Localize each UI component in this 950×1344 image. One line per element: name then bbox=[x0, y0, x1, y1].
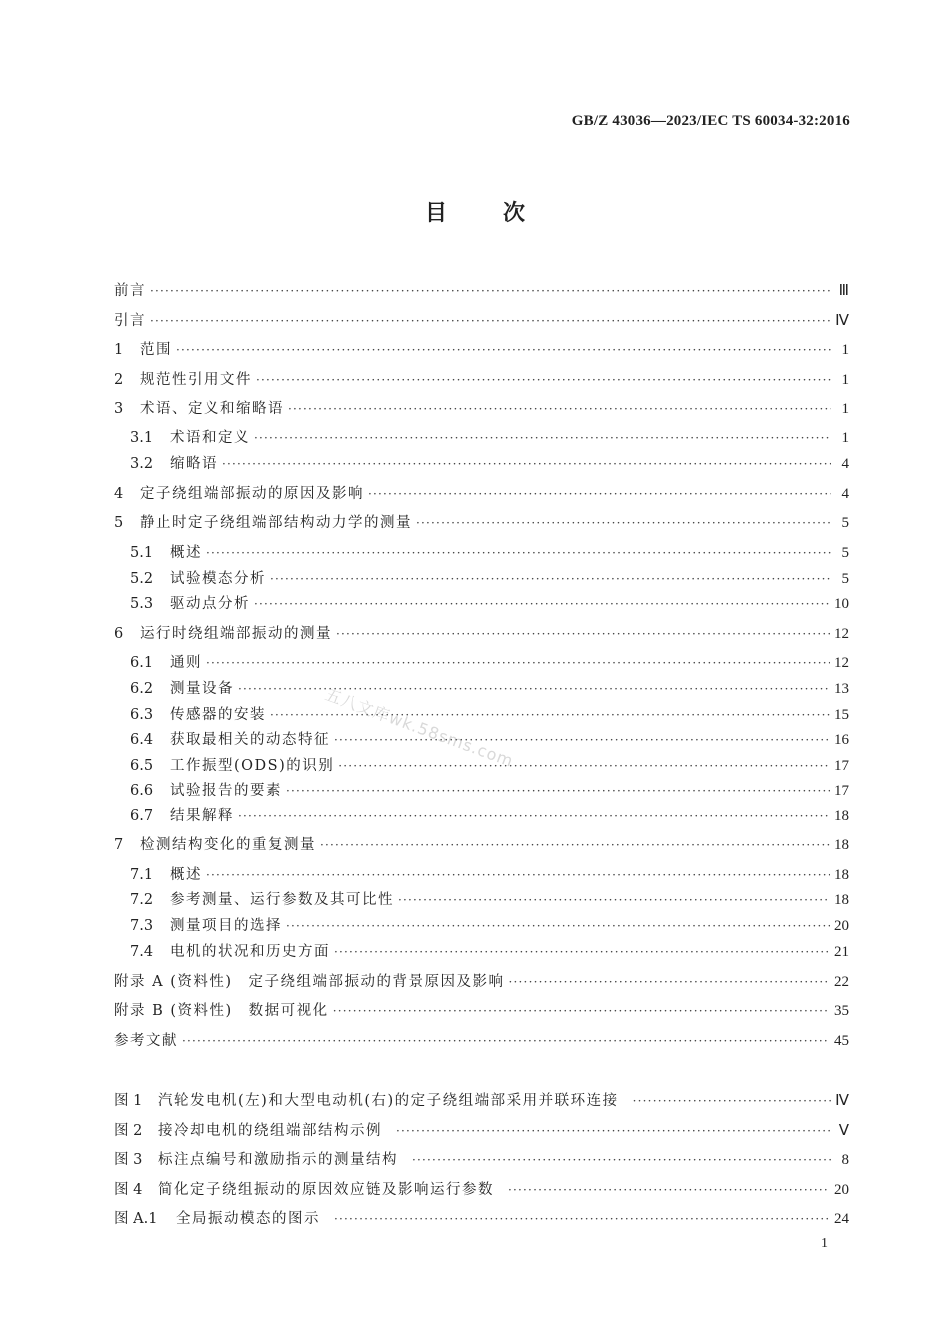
toc-entry-page: 21 bbox=[834, 944, 849, 960]
toc-entry-page: 5 bbox=[841, 571, 849, 587]
toc-entry-number: 3.1 bbox=[130, 430, 154, 446]
toc-entry-title: 缩略语 bbox=[170, 456, 218, 472]
toc-entry-title: 获取最相关的动态特征 bbox=[170, 732, 330, 748]
toc-entry[interactable] bbox=[114, 512, 849, 534]
toc-leader-dots bbox=[398, 889, 830, 911]
toc-entry-number: 6 bbox=[114, 626, 124, 642]
toc-entry-page: 22 bbox=[834, 974, 849, 990]
toc-entry-page: 45 bbox=[834, 1033, 849, 1049]
toc-entry[interactable] bbox=[130, 568, 849, 590]
toc-entry-title: 工作振型(ODS)的识别 bbox=[170, 758, 335, 774]
toc-entry-page: 20 bbox=[834, 918, 849, 934]
toc-entry-page: 18 bbox=[834, 892, 849, 908]
toc-entry-title: 驱动点分析 bbox=[170, 596, 250, 612]
toc-entry-page: 1 bbox=[841, 401, 849, 417]
toc-entry[interactable] bbox=[114, 834, 849, 856]
toc-entry-title: 静止时定子绕组端部结构动力学的测量 bbox=[140, 515, 412, 531]
toc-entry-page: 5 bbox=[841, 545, 849, 561]
toc-entry-page: 4 bbox=[841, 486, 849, 502]
toc-entry-number: 6.3 bbox=[130, 707, 154, 723]
toc-entry-title: 检测结构变化的重复测量 bbox=[140, 837, 316, 853]
toc-leader-dots bbox=[254, 427, 831, 449]
toc-entry-title: 运行时绕组端部振动的测量 bbox=[140, 626, 332, 642]
toc-entry-page: 1 bbox=[841, 430, 849, 446]
figure-leader-dots bbox=[508, 1179, 830, 1201]
toc-entry-page: 12 bbox=[834, 655, 849, 671]
figure-page: 20 bbox=[834, 1182, 849, 1198]
toc-entry-title: 参考文献 bbox=[114, 1033, 178, 1049]
toc-entry-page: 18 bbox=[834, 808, 849, 824]
toc-leader-dots bbox=[182, 1030, 830, 1052]
toc-entry[interactable] bbox=[130, 941, 849, 963]
figure-entry[interactable] bbox=[114, 1090, 849, 1112]
toc-entry-title: 试验模态分析 bbox=[170, 571, 266, 587]
figure-page: Ⅴ bbox=[838, 1123, 849, 1139]
toc-entry[interactable] bbox=[130, 704, 849, 726]
toc-entry-page: 13 bbox=[834, 681, 849, 697]
figure-title: 汽轮发电机(左)和大型电动机(右)的定子绕组端部采用并联环连接 bbox=[158, 1093, 619, 1109]
toc-entry-title: 范围 bbox=[140, 342, 172, 358]
toc-leader-dots bbox=[286, 915, 830, 937]
figure-leader-dots bbox=[334, 1208, 830, 1230]
toc-entry-page: 17 bbox=[834, 783, 849, 799]
figure-leader-dots bbox=[633, 1090, 831, 1112]
toc-leader-dots bbox=[416, 512, 831, 534]
toc-entry[interactable] bbox=[114, 971, 849, 993]
toc-leader-dots bbox=[150, 280, 831, 302]
toc-entry-number: 7.3 bbox=[130, 918, 154, 934]
toc-leader-dots bbox=[368, 483, 831, 505]
toc-leader-dots bbox=[254, 593, 830, 615]
toc-entry-title: 术语和定义 bbox=[170, 430, 250, 446]
toc-entry-title: 前言 bbox=[114, 283, 146, 299]
toc-entry-number: 6.4 bbox=[130, 732, 154, 748]
toc-entry[interactable] bbox=[130, 915, 849, 937]
toc-entry-page: 18 bbox=[834, 837, 849, 853]
toc-entry-number: 5 bbox=[114, 515, 124, 531]
toc-entry-page: 35 bbox=[834, 1003, 849, 1019]
toc-entry-title: 附录 B (资料性) 数据可视化 bbox=[114, 1003, 329, 1019]
toc-entry-title: 引言 bbox=[114, 313, 146, 329]
toc-entry-page: 4 bbox=[841, 456, 849, 472]
figure-label: 图 3 bbox=[114, 1152, 143, 1168]
toc-entry-page: 1 bbox=[841, 372, 849, 388]
toc-entry-page: 10 bbox=[834, 596, 849, 612]
figure-leader-dots bbox=[396, 1120, 831, 1142]
watermark: 五八文库wk.58sms.com bbox=[322, 684, 517, 771]
figure-label: 图 1 bbox=[114, 1093, 143, 1109]
toc-entry[interactable] bbox=[130, 427, 849, 449]
toc-entry-title: 测量项目的选择 bbox=[170, 918, 282, 934]
toc-entry-title: 试验报告的要素 bbox=[170, 783, 282, 799]
toc-leader-dots bbox=[206, 652, 830, 674]
toc-leader-dots bbox=[206, 864, 830, 886]
toc-entry[interactable] bbox=[114, 310, 849, 332]
toc-entry-title: 传感器的安装 bbox=[170, 707, 266, 723]
toc-entry-page: 16 bbox=[834, 732, 849, 748]
figure-page: 24 bbox=[834, 1211, 849, 1227]
figure-title: 全局振动模态的图示 bbox=[176, 1211, 320, 1227]
toc-entry[interactable] bbox=[130, 780, 849, 802]
toc-entry-title: 概述 bbox=[170, 545, 202, 561]
toc-entry[interactable] bbox=[130, 864, 849, 886]
toc-leader-dots bbox=[509, 971, 830, 993]
toc-entry-number: 7.4 bbox=[130, 944, 154, 960]
toc-leader-dots bbox=[338, 755, 830, 777]
toc-leader-dots bbox=[206, 542, 831, 564]
toc-entry[interactable] bbox=[130, 542, 849, 564]
toc-entry-page: 17 bbox=[834, 758, 849, 774]
toc-leader-dots bbox=[270, 568, 831, 590]
toc-entry-number: 6.2 bbox=[130, 681, 154, 697]
figure-entry[interactable] bbox=[114, 1179, 849, 1201]
toc-entry-title: 附录 A (资料性) 定子绕组端部振动的背景原因及影响 bbox=[114, 974, 505, 990]
toc-entry-page: 5 bbox=[841, 515, 849, 531]
toc-entry-number: 5.2 bbox=[130, 571, 154, 587]
toc-leader-dots bbox=[176, 339, 831, 361]
toc-entry-number: 6.7 bbox=[130, 808, 154, 824]
toc-leader-dots bbox=[222, 453, 831, 475]
toc-entry-number: 1 bbox=[114, 342, 124, 358]
toc-entry-page: Ⅳ bbox=[835, 313, 849, 329]
toc-entry-number: 6.5 bbox=[130, 758, 154, 774]
figure-title: 标注点编号和激励指示的测量结构 bbox=[158, 1152, 398, 1168]
toc-entry-number: 5.1 bbox=[130, 545, 154, 561]
toc-entry[interactable] bbox=[130, 453, 849, 475]
toc-entry[interactable] bbox=[130, 678, 849, 700]
toc-leader-dots bbox=[150, 310, 831, 332]
toc-entry-number: 5.3 bbox=[130, 596, 154, 612]
toc-entry-page: 15 bbox=[834, 707, 849, 723]
figure-label: 图 A.1 bbox=[114, 1211, 158, 1227]
toc-leader-dots bbox=[336, 623, 830, 645]
toc-entry[interactable] bbox=[114, 483, 849, 505]
toc-entry[interactable] bbox=[114, 1030, 849, 1052]
toc-entry-title: 参考测量、运行参数及其可比性 bbox=[170, 892, 394, 908]
toc-entry-title: 术语、定义和缩略语 bbox=[140, 401, 284, 417]
toc-entry[interactable] bbox=[130, 805, 849, 827]
toc-entry-title: 定子绕组端部振动的原因及影响 bbox=[140, 486, 364, 502]
toc-entry-page: 18 bbox=[834, 867, 849, 883]
toc-entry-page: Ⅲ bbox=[838, 283, 849, 299]
toc-entry-number: 3.2 bbox=[130, 456, 154, 472]
toc-entry-title: 结果解释 bbox=[170, 808, 234, 824]
figure-entry[interactable] bbox=[114, 1120, 849, 1142]
toc-entry[interactable] bbox=[130, 889, 849, 911]
figure-title: 接冷却电机的绕组端部结构示例 bbox=[158, 1123, 382, 1139]
toc-entry[interactable] bbox=[114, 398, 849, 420]
toc-entry[interactable] bbox=[114, 280, 849, 302]
toc-entry-title: 通则 bbox=[170, 655, 202, 671]
toc-leader-dots bbox=[288, 398, 831, 420]
toc-leader-dots bbox=[238, 805, 830, 827]
figure-title: 简化定子绕组振动的原因效应链及影响运行参数 bbox=[158, 1182, 494, 1198]
toc-entry[interactable] bbox=[114, 339, 849, 361]
toc-leader-dots bbox=[320, 834, 830, 856]
toc-entry-title: 概述 bbox=[170, 867, 202, 883]
toc-leader-dots bbox=[334, 941, 830, 963]
toc-entry[interactable] bbox=[130, 593, 849, 615]
figure-label: 图 4 bbox=[114, 1182, 143, 1198]
figure-label: 图 2 bbox=[114, 1123, 143, 1139]
page-title: 目次 bbox=[424, 201, 581, 226]
toc-entry-number: 7 bbox=[114, 837, 124, 853]
standard-code: GB/Z 43036—2023/IEC TS 60034-32:2016 bbox=[571, 113, 850, 129]
page-number: 1 bbox=[821, 1236, 828, 1251]
figure-page: 8 bbox=[841, 1152, 849, 1168]
toc-entry-number: 2 bbox=[114, 372, 124, 388]
figure-entry[interactable] bbox=[114, 1149, 849, 1171]
toc-entry-number: 6.1 bbox=[130, 655, 154, 671]
toc-entry-page: 12 bbox=[834, 626, 849, 642]
figure-page: Ⅳ bbox=[835, 1093, 849, 1109]
toc-entry-number: 6.6 bbox=[130, 783, 154, 799]
toc-entry[interactable] bbox=[114, 369, 849, 391]
toc-entry[interactable] bbox=[114, 1000, 849, 1022]
toc-entry[interactable] bbox=[130, 652, 849, 674]
toc-entry-title: 规范性引用文件 bbox=[140, 372, 252, 388]
toc-leader-dots bbox=[256, 369, 831, 391]
figure-leader-dots bbox=[412, 1149, 831, 1171]
toc-entry[interactable] bbox=[114, 623, 849, 645]
toc-entry-number: 7.1 bbox=[130, 867, 154, 883]
toc-entry-page: 1 bbox=[841, 342, 849, 358]
toc-entry-number: 3 bbox=[114, 401, 124, 417]
toc-entry-title: 测量设备 bbox=[170, 681, 234, 697]
toc-entry-number: 7.2 bbox=[130, 892, 154, 908]
toc-leader-dots bbox=[333, 1000, 830, 1022]
figure-entry[interactable] bbox=[114, 1208, 849, 1230]
toc-entry-title: 电机的状况和历史方面 bbox=[170, 944, 330, 960]
toc-entry-number: 4 bbox=[114, 486, 124, 502]
toc-leader-dots bbox=[286, 780, 830, 802]
